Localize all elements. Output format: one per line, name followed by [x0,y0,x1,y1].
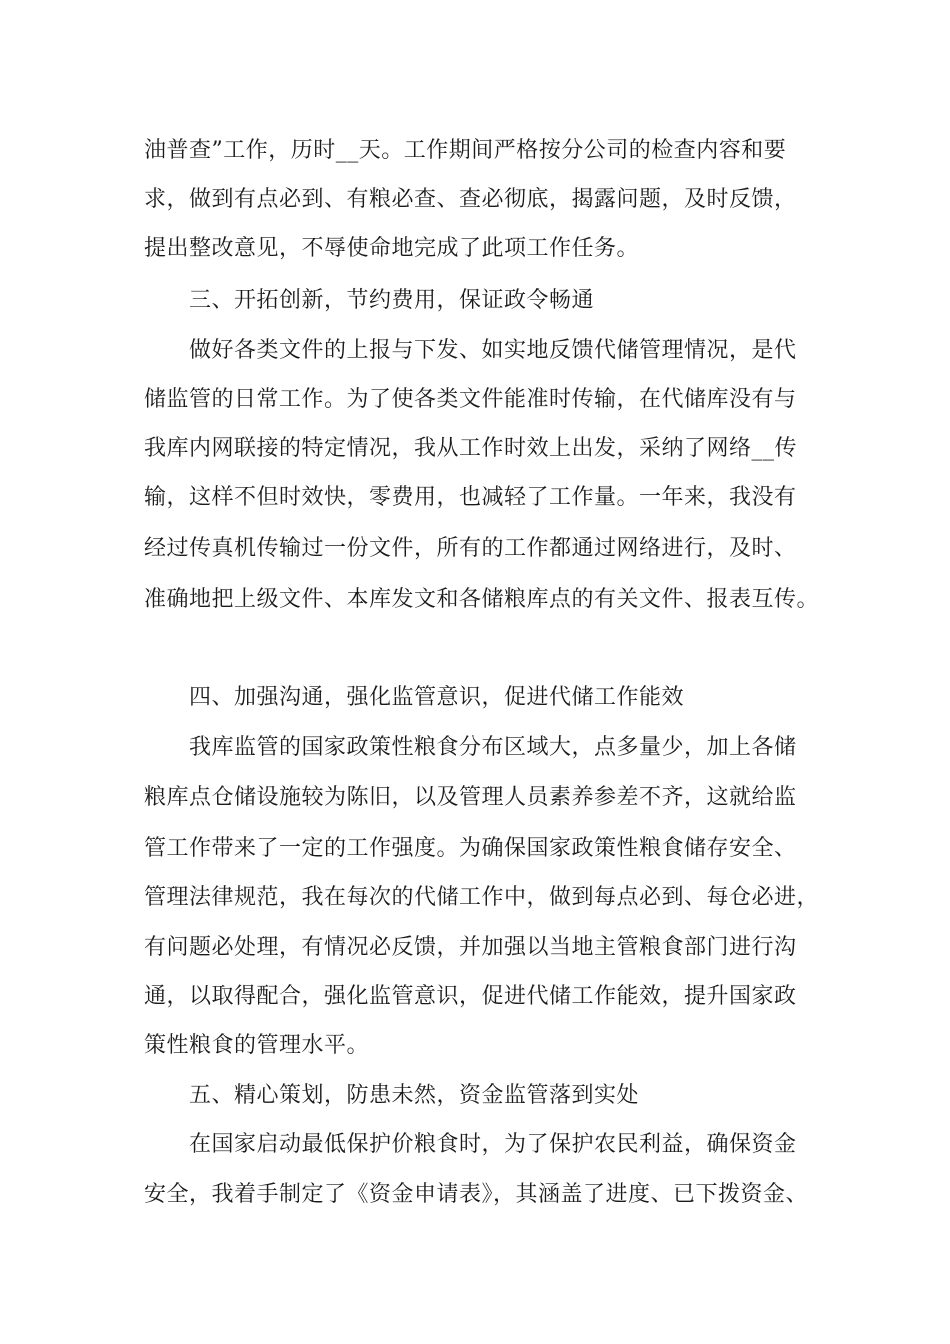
paragraph-line: 输，这样不但时效快，零费用，也减轻了工作量。一年来，我没有 [144,485,797,510]
paragraph-line: 提出整改意见，不辱使命地完成了此项工作任务。 [144,236,640,261]
paragraph-line: 做好各类文件的上报与下发、如实地反馈代储管理情况，是代 [189,338,797,363]
paragraph-line: 有问题必处理，有情况必反馈，并加强以当地主管粮食部门进行沟 [144,935,797,960]
paragraph-line: 在国家启动最低保护价粮食时，为了保护农民利益，确保资金 [189,1132,797,1157]
paragraph-line: 粮库点仓储设施较为陈旧，以及管理人员素养参差不齐，这就给监 [144,785,797,810]
paragraph-line: 通，以取得配合，强化监管意识，促进代储工作能效，提升国家政 [144,984,797,1009]
paragraph-line: 储监管的日常工作。为了使各类文件能准时传输，在代储库没有与 [144,387,797,412]
paragraph-line: 经过传真机传输过一份文件，所有的工作都通过网络进行，及时、 [144,536,797,561]
paragraph-line: 准确地把上级文件、本库发文和各储粮库点的有关文件、报表互传。 [144,587,820,612]
paragraph-line: 管工作带来了一定的工作强度。为确保国家政策性粮食储存安全、 [144,836,797,861]
section-heading-4: 四、加强沟通，强化监管意识，促进代储工作能效 [189,685,685,710]
paragraph-line: 求，做到有点必到、有粮必查、查必彻底，揭露问题，及时反馈， [144,187,797,212]
paragraph-line: 我库内网联接的特定情况，我从工作时效上出发，采纳了网络__传 [144,436,798,461]
paragraph-line: 我库监管的国家政策性粮食分布区域大，点多量少，加上各储 [189,735,797,760]
paragraph-line: 策性粮食的管理水平。 [144,1033,370,1058]
section-heading-5: 五、精心策划，防患未然，资金监管落到实处 [189,1083,640,1108]
paragraph-line: 油普查”工作，历时__天。工作期间严格按分公司的检查内容和要 [144,138,787,163]
section-heading-3: 三、开拓创新，节约费用，保证政令畅通 [189,288,595,313]
paragraph-line: 安全，我着手制定了《资金申请表》，其涵盖了进度、已下拨资金、 [144,1182,809,1207]
paragraph-line: 管理法律规范，我在每次的代储工作中，做到每点必到、每仓必进， [144,885,820,910]
